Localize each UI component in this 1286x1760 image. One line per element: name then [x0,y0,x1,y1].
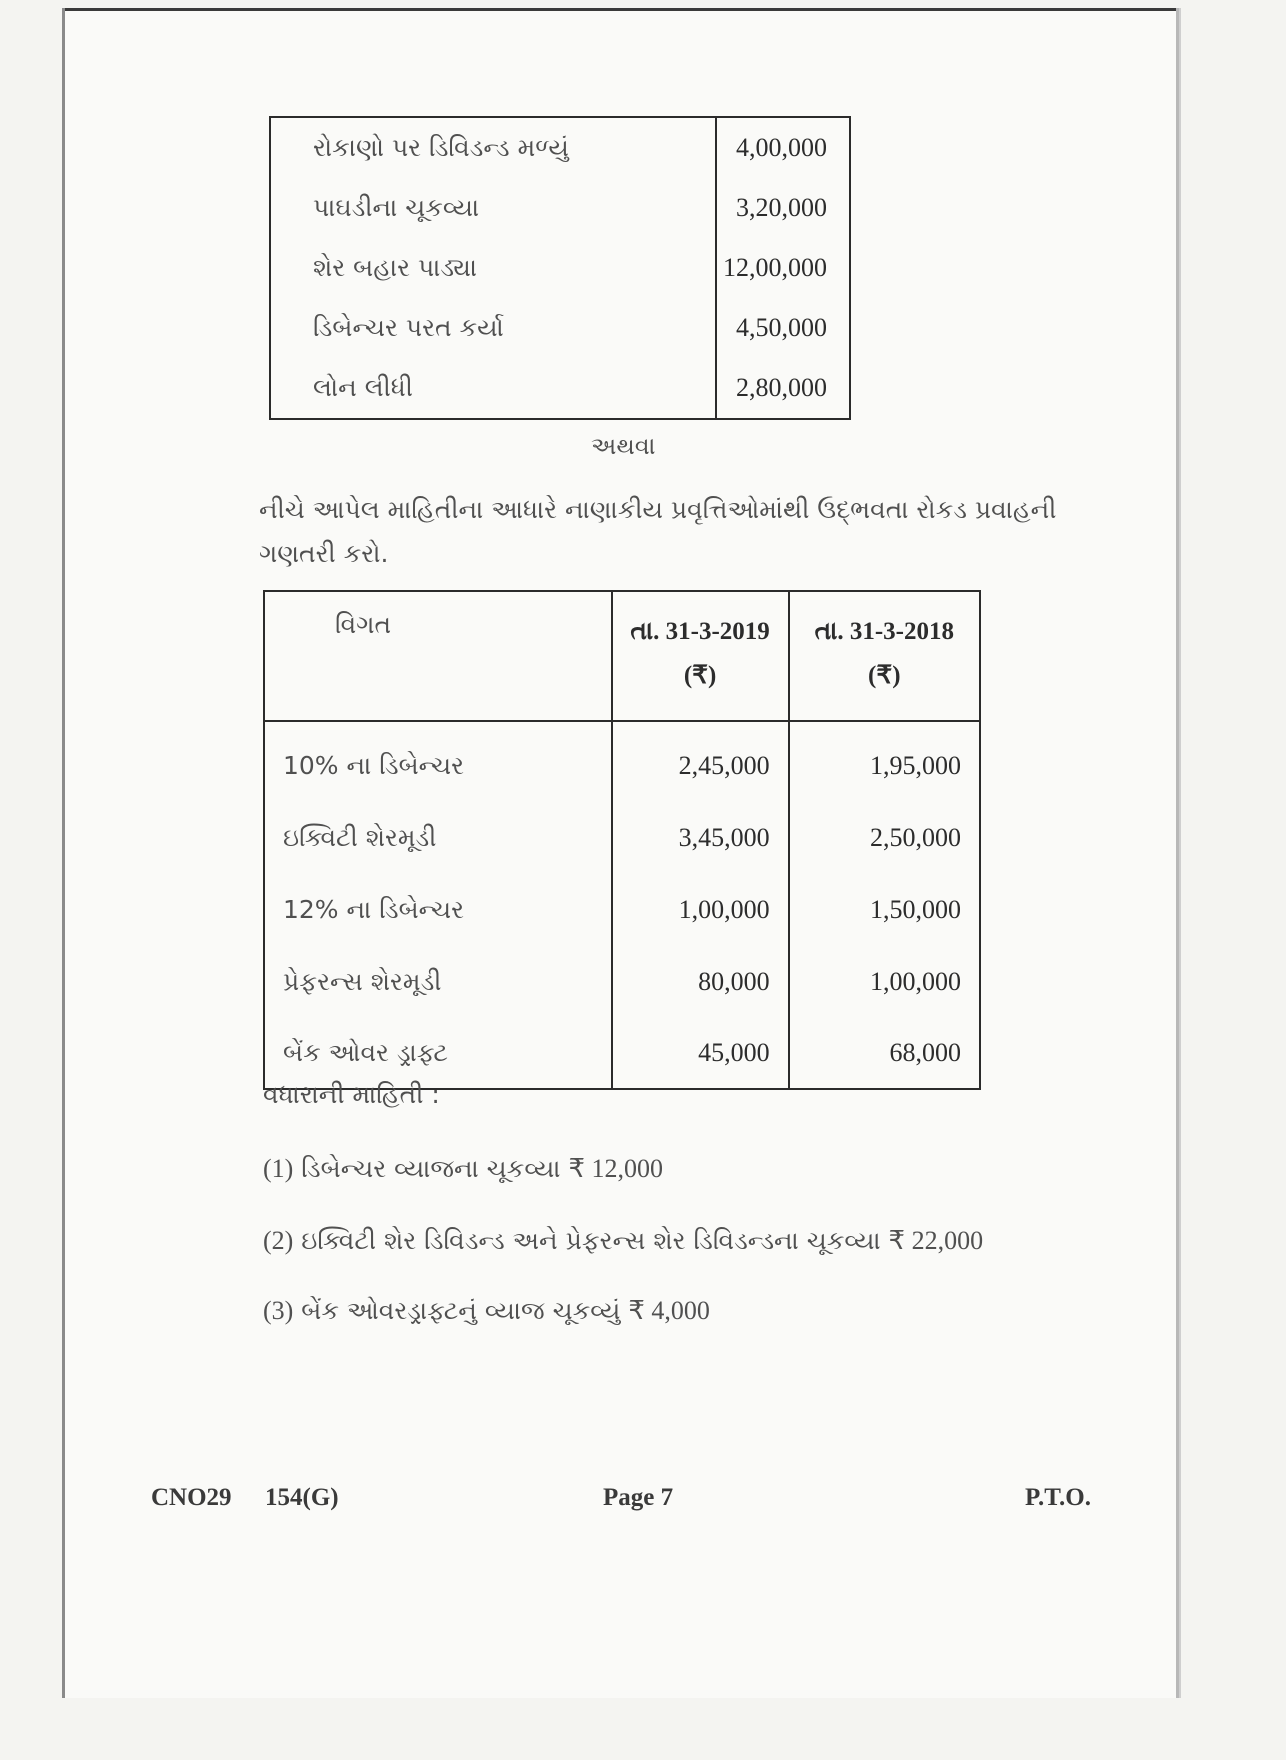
row-label: પાઘડીના ચૂકવ્યા [270,178,716,238]
right-border [1176,8,1179,1698]
item-amount: ₹ 22,000 [888,1226,984,1255]
table-row [264,721,980,802]
header-2018 [789,591,980,721]
additional-info-item [263,1226,983,1256]
row-value: 4,00,000 [716,117,850,178]
row-label: રોકાણો પર ડિવિડન્ડ મળ્યું [270,117,716,178]
financing-items-table [269,116,851,420]
row-value: 2,80,000 [716,358,850,419]
row-value-2019: 1,00,000 [612,874,789,946]
row-label: બેંક ઓવર ડ્રાફ્ટ [264,1018,612,1089]
row-value-2019: 45,000 [612,1018,789,1089]
item-text: ઇક્વિટી શેર ડિવિડન્ડ અને પ્રેફરન્સ શેર ડિવિડન્ડના ચૂકવ્યા [301,1226,881,1255]
footer-pto: P.T.O. [1025,1484,1091,1511]
table-row [270,117,850,178]
row-label: પ્રેફરન્સ શેરમૂડી [264,946,612,1018]
row-value-2018: 1,00,000 [789,946,980,1018]
table-row [270,238,850,298]
header-2018-unit: (₹) [868,662,901,689]
row-label: 10% ના ડિબેન્ચર [264,721,612,802]
row-value-2018: 68,000 [789,1018,980,1089]
table-row [264,874,980,946]
header-2019-date: તા. 31-3-2019 [630,618,770,645]
table-row [264,946,980,1018]
balance-table [263,590,981,1090]
top-border [65,8,1179,11]
footer-paper: 154(G) [265,1484,339,1511]
footer-page: Page 7 [603,1484,674,1511]
item-number: (3) [263,1296,294,1325]
table-header-row [264,591,980,721]
header-particulars: વિગત [264,591,612,721]
item-amount: ₹ 4,000 [628,1296,710,1325]
item-number: (1) [263,1154,294,1183]
item-text: ડિબેન્ચર વ્યાજના ચૂકવ્યા [301,1154,561,1183]
item-number: (2) [263,1226,294,1255]
row-value-2018: 2,50,000 [789,802,980,874]
item-text: બેંક ઓવરડ્રાફ્ટનું વ્યાજ ચૂકવ્યું [301,1296,621,1325]
row-value: 12,00,000 [716,238,850,298]
table-row [270,358,850,419]
additional-info-heading: વધારાની માહિતી : [263,1080,440,1109]
header-2019 [612,591,789,721]
table-row [270,178,850,238]
row-value-2019: 80,000 [612,946,789,1018]
row-value: 4,50,000 [716,298,850,358]
row-value: 3,20,000 [716,178,850,238]
item-amount: ₹ 12,000 [568,1154,664,1183]
row-value-2019: 3,45,000 [612,802,789,874]
table-row [264,802,980,874]
row-value-2019: 2,45,000 [612,721,789,802]
row-value-2018: 1,50,000 [789,874,980,946]
additional-info-item [263,1296,710,1326]
row-value-2018: 1,95,000 [789,721,980,802]
row-label: 12% ના ડિબેન્ચર [264,874,612,946]
table-row [264,1018,980,1089]
additional-info-item [263,1154,663,1184]
footer-code: CNO29 [151,1484,232,1511]
table-row [270,298,850,358]
row-label: ઇક્વિટી શેરમૂડી [264,802,612,874]
row-label: લોન લીધી [270,358,716,419]
row-label: ડિબેન્ચર પરત કર્યા [270,298,716,358]
row-label: શેર બહાર પાડ્યા [270,238,716,298]
or-text: અથવા [591,432,656,460]
exam-page [62,8,1179,1698]
header-2018-date: તા. 31-3-2018 [814,618,954,645]
question-text: નીચે આપેલ માહિતીના આધારે નાણાકીય પ્રવૃત્તિઓમાંથી ઉદ્ભવતા રોકડ પ્રવાહની ગણતરી કરો. [259,495,1057,568]
header-2019-unit: (₹) [683,662,717,689]
